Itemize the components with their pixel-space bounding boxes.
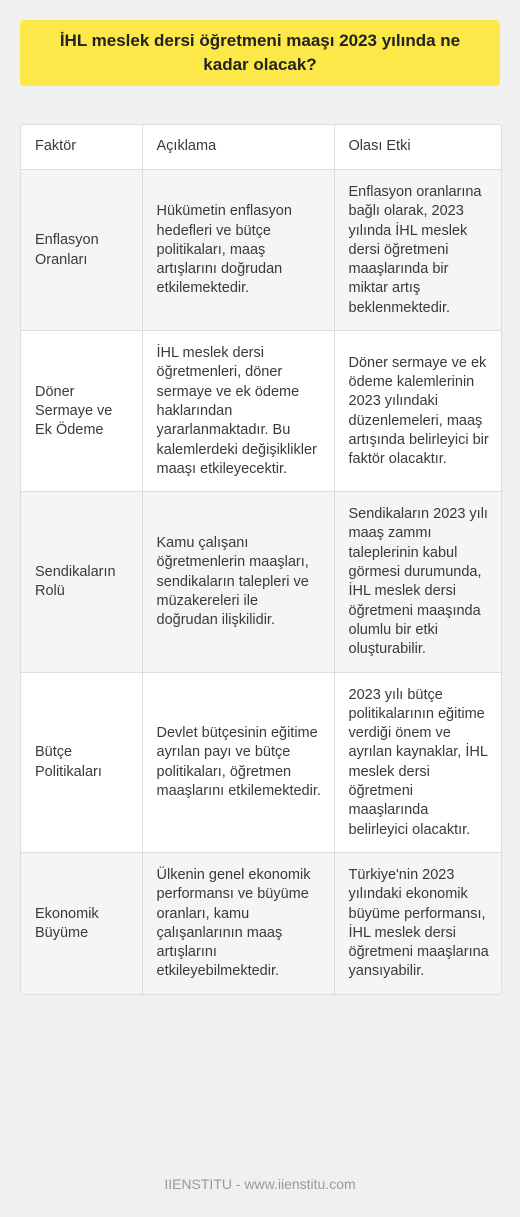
effect-cell: Türkiye'nin 2023 yılındaki ekonomik büyüme performansı, İHL meslek dersi öğretmeni maaşlarına yansıyabilir. — [334, 852, 501, 993]
factor-cell: Ekonomik Büyüme — [21, 852, 142, 993]
table-header-row — [21, 125, 501, 170]
effect-cell: Enflasyon oranlarına bağlı olarak, 2023 yılında İHL meslek dersi öğretmeni maaşlarında bir miktar artış beklenmektedir. — [334, 170, 501, 331]
description-cell: Kamu çalışanı öğretmenlerin maaşları, sendikaların talepleri ve müzakereleri ile doğrudan ilişkilidir. — [142, 492, 334, 672]
header-effect: Olası Etki — [334, 125, 501, 170]
table-row — [21, 492, 501, 672]
factor-cell: Döner Sermaye ve Ek Ödeme — [21, 331, 142, 492]
effect-cell: Döner sermaye ve ek ödeme kalemlerinin 2023 yılındaki düzenlemeleri, maaş artışında belirleyici bir faktör olacaktır. — [334, 331, 501, 492]
table-row — [21, 170, 501, 331]
table-row — [21, 331, 501, 492]
header-factor: Faktör — [21, 125, 142, 170]
effect-cell: 2023 yılı bütçe politikalarının eğitime verdiği önem ve ayrılan kaynaklar, İHL meslek dersi öğretmeni maaşlarında belirleyici olacaktır. — [334, 672, 501, 852]
footer-credit: IIENSTITU - www.iienstitu.com — [164, 1176, 356, 1192]
factor-cell: Enflasyon Oranları — [21, 170, 142, 331]
page-title: İHL meslek dersi öğretmeni maaşı 2023 yılında ne kadar olacak? — [59, 31, 461, 74]
table-row — [21, 852, 501, 993]
effect-cell: Sendikaların 2023 yılı maaş zammı taleplerinin kabul görmesi durumunda, İHL meslek dersi öğretmeni maaşında olumlu bir etki oluşturabilir. — [334, 492, 501, 672]
factor-cell: Bütçe Politikaları — [21, 672, 142, 852]
factor-cell: Sendikaların Rolü — [21, 492, 142, 672]
salary-factors-table — [20, 124, 502, 995]
description-cell: Hükümetin enflasyon hedefleri ve bütçe politikaları, maaş artışlarını doğrudan etkilemektedir. — [142, 170, 334, 331]
description-cell: İHL meslek dersi öğretmenleri, döner sermaye ve ek ödeme haklarından yararlanmaktadır. Bu kalemlerdeki değişiklikler maaşı etkileyecektir. — [142, 331, 334, 492]
description-cell: Ülkenin genel ekonomik performansı ve büyüme oranları, kamu çalışanlarının maaş artışlarını etkileyebilmektedir. — [142, 852, 334, 993]
description-cell: Devlet bütçesinin eğitime ayrılan payı ve bütçe politikaları, öğretmen maaşlarını etkilemektedir. — [142, 672, 334, 852]
title-banner — [20, 20, 500, 86]
table-row — [21, 672, 501, 852]
header-description: Açıklama — [142, 125, 334, 170]
